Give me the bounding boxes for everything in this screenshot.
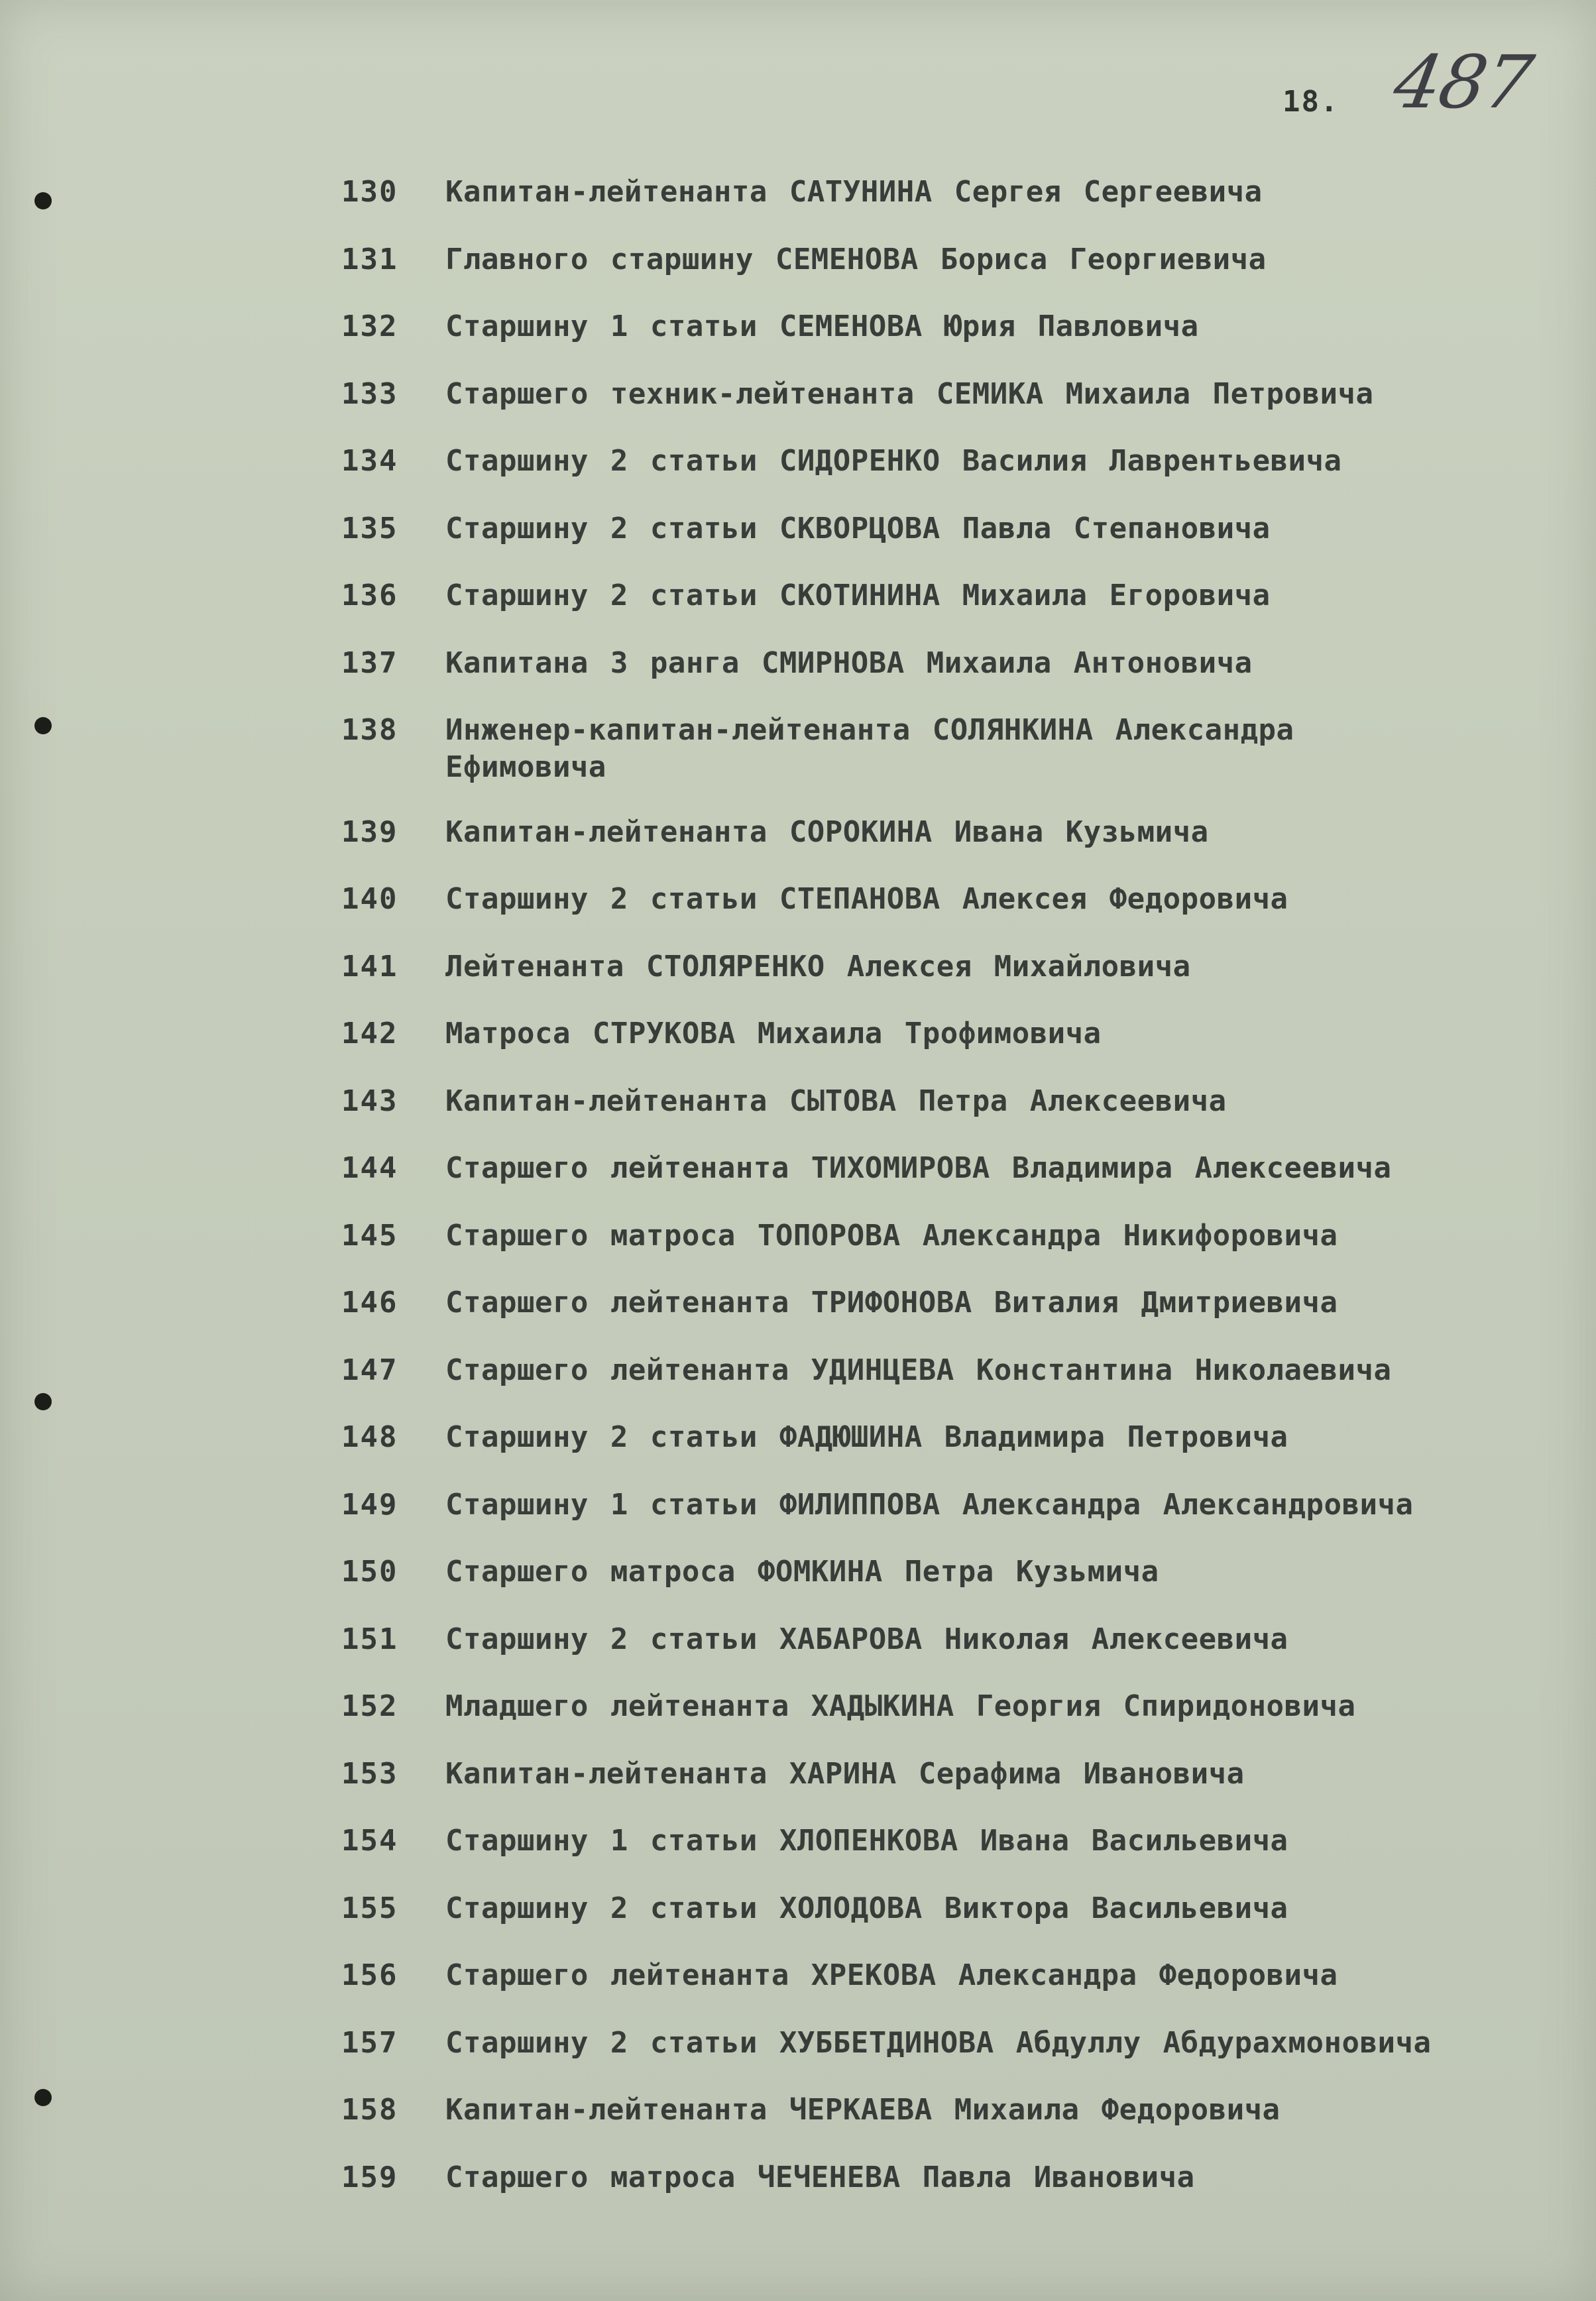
binder-hole [34,717,52,734]
entry-number: 149 [341,1488,398,1522]
entry-number: 131 [341,243,398,276]
entry-text: Капитан-лейтенанта СОРОКИНА Ивана Кузьмича [445,815,1209,849]
entry-text: Капитан-лейтенанта ХАРИНА Серафима Ивановича [445,1757,1245,1791]
entry-text: Старшину 2 статьи ХОЛОДОВА Виктора Васильевича [445,1891,1288,1925]
entry-text: Старшего лейтенанта УДИНЦЕВА Константина Николаевича [445,1353,1392,1387]
entry-number: 138 [341,713,398,747]
entry-number: 146 [341,1286,398,1319]
entry-text: Старшину 1 статьи ФИЛИППОВА Александра Александровича [445,1488,1414,1522]
entry-number: 152 [341,1689,398,1723]
entry-number: 134 [341,444,398,478]
entry-text: Капитан-лейтенанта ЧЕРКАЕВА Михаила Федоровича [445,2093,1281,2127]
entry-text: Старшего матроса ТОПОРОВА Александра Никифоровича [445,1219,1338,1253]
entry-text: Старшину 2 статьи СКВОРЦОВА Павла Степановича [445,512,1271,545]
entry-number: 144 [341,1151,398,1185]
entry-number: 136 [341,579,398,612]
entry-text: Старшего лейтенанта ХРЕКОВА Александра Федоровича [445,1958,1338,1992]
entry-number: 130 [341,175,398,209]
entry-text: Матроса СТРУКОВА Михаила Трофимовича [445,1017,1102,1050]
entry-number: 157 [341,2026,398,2060]
entry-number: 143 [341,1084,398,1118]
entry-number: 150 [341,1555,398,1589]
entry-number: 132 [341,309,398,343]
entry-text: Старшего матроса ЧЕЧЕНЕВА Павла Ивановича [445,2161,1195,2194]
entry-text: Старшину 2 статьи СТЕПАНОВА Алексея Федоровича [445,882,1288,916]
entry-number: 147 [341,1353,398,1387]
entry-number: 145 [341,1219,398,1253]
entry-number: 142 [341,1017,398,1050]
handwritten-sheet-number: 487 [1387,40,1538,125]
entry-text: Младшего лейтенанта ХАДЫКИНА Георгия Спиридоновича [445,1689,1356,1723]
entry-number: 153 [341,1757,398,1791]
entry-number: 140 [341,882,398,916]
entry-number: 156 [341,1958,398,1992]
entry-number: 148 [341,1420,398,1454]
entry-number: 159 [341,2161,398,2194]
entry-text: Старшего матроса ФОМКИНА Петра Кузьмича [445,1555,1159,1589]
entry-number: 154 [341,1824,398,1858]
page-number: 18. [1282,85,1340,119]
entry-number: 151 [341,1622,398,1656]
entry-number: 158 [341,2093,398,2127]
entry-text: Капитана 3 ранга СМИРНОВА Михаила Антоновича [445,646,1253,680]
entry-text: Старшину 1 статьи СЕМЕНОВА Юрия Павловича [445,309,1199,343]
entry-text: Старшину 2 статьи СИДОРЕНКО Василия Лаврентьевича [445,444,1342,478]
entry-number: 139 [341,815,398,849]
entry-text: Старшего лейтенанта ТИХОМИРОВА Владимира Алексеевича [445,1151,1392,1185]
entry-number: 133 [341,377,398,411]
entry-text: Старшего техник-лейтенанта СЕМИКА Михаила Петровича [445,377,1374,411]
entry-text: Старшину 2 статьи ХУББЕТДИНОВА Абдуллу Абдурахмоновича [445,2026,1432,2060]
entry-text: Главного старшину СЕМЕНОВА Бориса Георгиевича [445,243,1267,276]
entry-text: Инженер-капитан-лейтенанта СОЛЯНКИНА Александра Ефимовича [445,713,1294,784]
binder-hole [34,1393,52,1410]
entry-text: Лейтенанта СТОЛЯРЕНКО Алексея Михайловича [445,950,1191,983]
entry-number: 141 [341,950,398,983]
entry-text: Старшину 2 статьи СКОТИНИНА Михаила Егоровича [445,579,1271,612]
entry-text: Старшину 1 статьи ХЛОПЕНКОВА Ивана Васильевича [445,1824,1288,1858]
entry-number: 135 [341,512,398,545]
entry-text: Старшину 2 статьи ФАДЮШИНА Владимира Петровича [445,1420,1288,1454]
entry-text: Капитан-лейтенанта СЫТОВА Петра Алексеевича [445,1084,1227,1118]
entry-text: Капитан-лейтенанта САТУНИНА Сергея Сергеевича [445,175,1263,209]
entry-text: Старшину 2 статьи ХАБАРОВА Николая Алексеевича [445,1622,1288,1656]
binder-hole [34,192,52,209]
entry-number: 155 [341,1891,398,1925]
binder-hole [34,2089,52,2106]
entry-text: Старшего лейтенанта ТРИФОНОВА Виталия Дмитриевича [445,1286,1338,1319]
entry-number: 137 [341,646,398,680]
